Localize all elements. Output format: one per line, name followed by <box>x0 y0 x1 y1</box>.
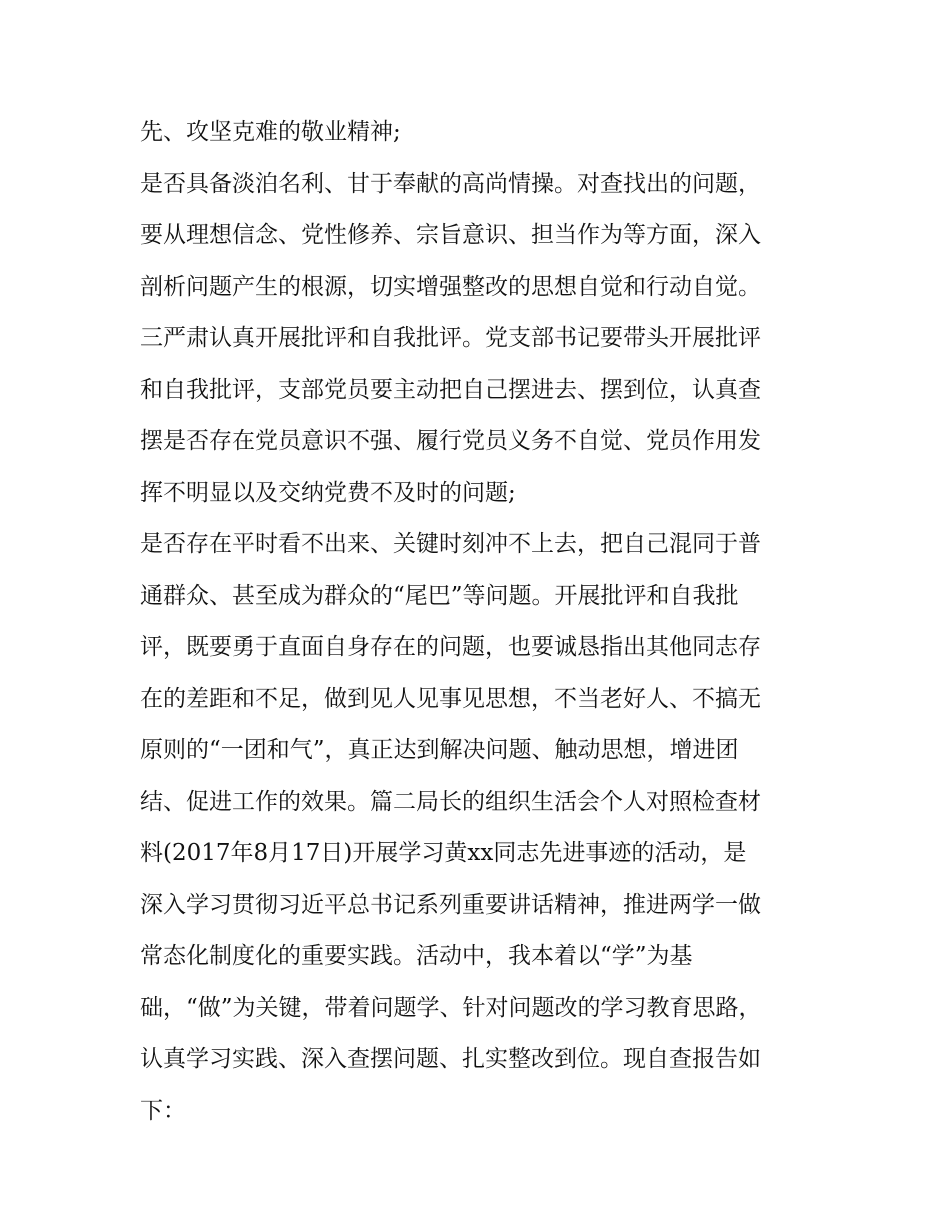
text-line: 通群众、甚至成为群众的“尾巴”等问题。开展批评和自我批 <box>140 582 739 609</box>
text-line: 下： <box>140 1097 186 1124</box>
text-line: 摆是否存在党员意识不强、履行党员义务不自觉、党员作用发 <box>140 428 761 454</box>
text-line: 原则的“一团和气”，真正达到解决问题、触动思想，增进团 <box>140 737 739 763</box>
text-line: 要从理想信念、党性修养、宗旨意识、担当作为等方面，深入 <box>140 222 761 248</box>
text-line: 先、攻坚克难的敬业精神; <box>140 119 401 145</box>
text-line: 深入学习贯彻习近平总书记系列重要讲话精神，推进两学一做 <box>140 891 761 918</box>
text-line: 认真学习实践、深入查摆问题、扎实整改到位。现自查报告如 <box>140 1046 761 1072</box>
text-line: 础，“做”为关键，带着问题学、针对问题改的学习教育思路， <box>140 994 762 1021</box>
text-line: 挥不明显以及交纳党费不及时的问题; <box>140 479 516 506</box>
text-line: 和自我批评，支部党员要主动把自己摆进去、摆到位，认真查 <box>140 376 761 403</box>
text-line: 三严肃认真开展批评和自我批评。党支部书记要带头开展批评 <box>140 325 761 351</box>
text-line: 在的差距和不足，做到见人见事见思想，不当老好人、不搞无 <box>140 685 761 712</box>
text-line: 剖析问题产生的根源，切实增强整改的思想自觉和行动自觉。 <box>140 273 761 300</box>
text-line: 是否具备淡泊名利、甘于奉献的高尚情操。对查找出的问题， <box>140 170 761 197</box>
text-line: 是否存在平时看不出来、关键时刻冲不上去，把自己混同于普 <box>140 531 761 557</box>
text-line: 常态化制度化的重要实践。活动中，我本着以“学”为基 <box>140 943 693 969</box>
text-line: 料(2017年8月17日)开展学习黄xx同志先进事迹的活动，是 <box>140 840 747 866</box>
text-line: 结、促进工作的效果。篇二局长的组织生活会个人对照检查材 <box>140 788 761 815</box>
text-line: 评，既要勇于直面自身存在的问题，也要诚恳指出其他同志存 <box>140 634 761 660</box>
body-text <box>140 107 830 1137</box>
